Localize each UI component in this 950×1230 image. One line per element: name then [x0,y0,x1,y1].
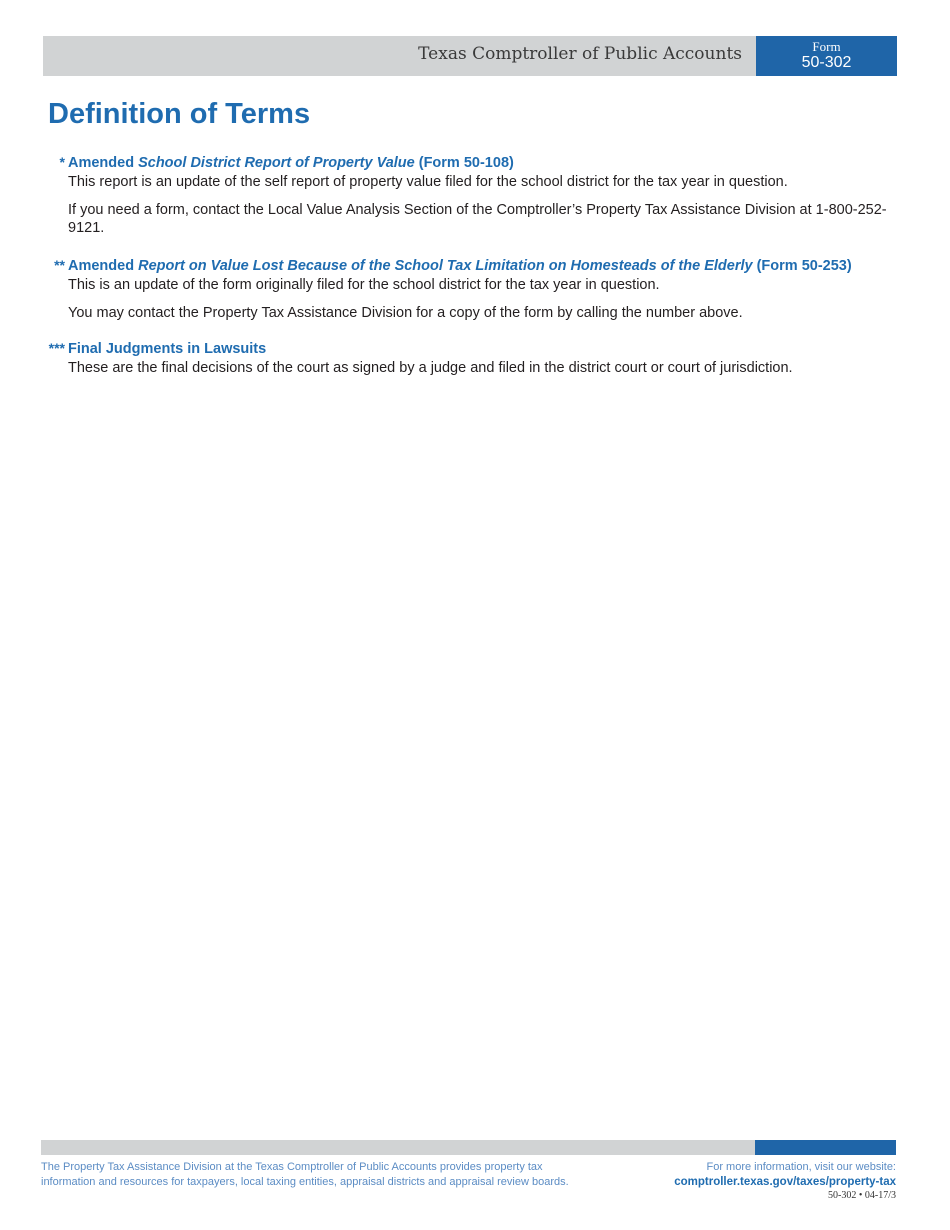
term-school-district-report [59,154,910,237]
term-paragraph: This is an update of the form originally filed for the school district for the tax year in question. [68,277,660,293]
term-final-judgments [48,340,910,377]
footer-info [674,1160,896,1202]
form-number: 50-302 [801,54,852,71]
term-title: Final Judgments in Lawsuits [68,341,267,357]
header-bar [43,36,756,76]
term-value-lost-report [54,257,910,322]
footer-bar [41,1140,755,1155]
term-paragraph: These are the final decisions of the court as signed by a judge and filed in the district court or court of jurisdiction. [68,360,793,376]
term-paragraph: You may contact the Property Tax Assistance Division for a copy of the form by calling the number above. [68,305,743,321]
page-title: Definition of Terms [48,98,311,130]
term-title: Amended Report on Value Lost Because of the School Tax Limitation on Homesteads of the Elderly (Form 50-253) [68,258,852,274]
term-marker: ** [54,257,65,273]
term-paragraph: This report is an update of the self report of property value filed for the school district for the tax year in question. [68,174,788,190]
footer-website-link[interactable]: comptroller.texas.gov/taxes/property-tax [674,1175,896,1188]
footer-form-code: 50-302 • 04-17/3 [828,1190,896,1201]
footer-description: The Property Tax Assistance Division at the Texas Comptroller of Public Accounts provides property tax information and resources for taxpayers, local taxing entities, appraisal districts and appraisal review boards. [41,1161,569,1188]
footer-more-info: For more information, visit our website: [706,1161,896,1173]
term-marker: *** [48,340,65,356]
form-number-box [756,36,897,76]
term-title: Amended School District Report of Property Value (Form 50-108) [68,155,514,171]
term-marker: * [59,154,65,170]
footer-accent-bar [755,1140,896,1155]
form-label: Form [812,39,841,54]
term-paragraph: If you need a form, contact the Local Value Analysis Section of the Comptroller’s Property Tax Assistance Division at 1-800-252-9121. [68,202,887,236]
agency-name: Texas Comptroller of Public Accounts [418,44,742,64]
